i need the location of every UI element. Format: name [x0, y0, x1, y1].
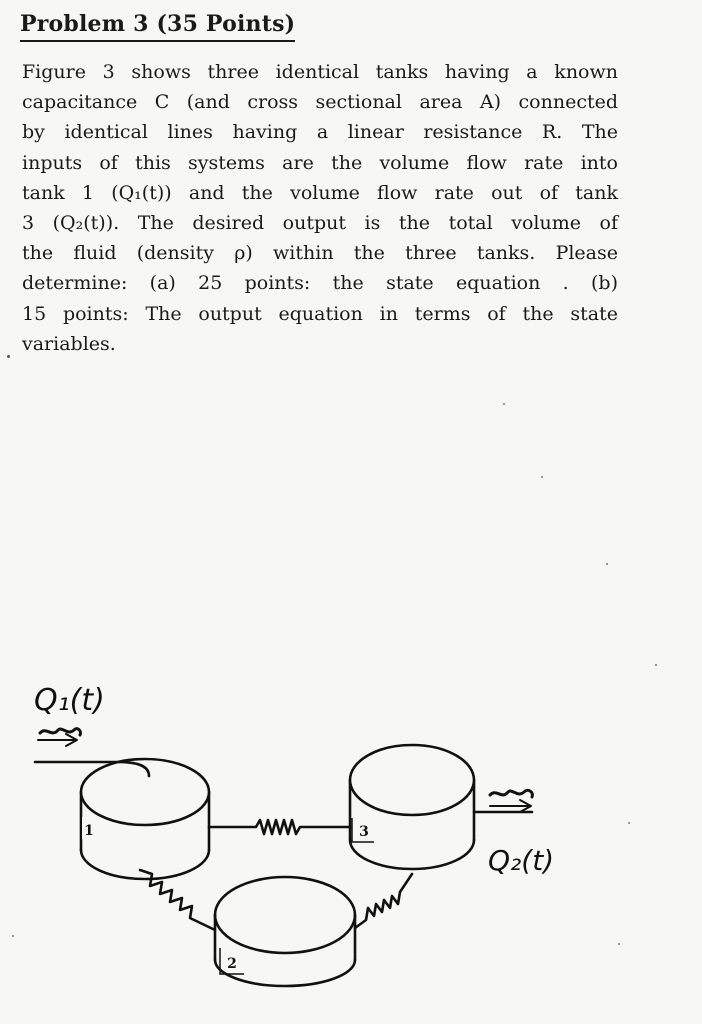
paper-speck: [541, 476, 543, 478]
problem-statement: [22, 57, 618, 359]
resistor-3-2: [355, 874, 412, 928]
statement-line: the fluid (density ρ) within the three tanks. Please: [22, 242, 618, 265]
tank-2-number: 2: [227, 956, 237, 972]
statement-line: Figure 3 shows three identical tanks having a known: [22, 61, 618, 83]
tank-1: [35, 759, 209, 879]
outflow-arrow-icon: [490, 800, 531, 812]
tank-1-number-label: [82, 817, 98, 839]
statement-line: 15 points: The output equation in terms of the state: [22, 302, 618, 325]
margin-dot: [7, 355, 10, 358]
statement-line: capacitance C (and cross sectional area A) connected: [22, 91, 618, 114]
statement-line: by identical lines having a linear resistance R. The: [22, 121, 618, 144]
statement-line: determine: (a) 25 points: the state equation . (b): [22, 272, 618, 295]
tank-3-number: 3: [359, 824, 369, 840]
resistor-1-2: [140, 870, 215, 930]
scribble-mark: [40, 729, 81, 735]
three-tank-diagram: [0, 660, 702, 1024]
paper-speck: [503, 403, 505, 405]
tank-1-number: 1: [84, 823, 94, 839]
statement-line: inputs of this systems are the volume flow rate into: [22, 151, 618, 174]
tank-3-number-label: [352, 818, 374, 842]
scribble-mark: [490, 790, 532, 797]
inflow-arrow-icon: [38, 734, 77, 746]
statement-line: 3 (Q₂(t)). The desired output is the total volume of: [22, 212, 618, 235]
problem-heading: Problem 3 (35 Points): [20, 8, 295, 42]
statement-line: tank 1 (Q₁(t)) and the volume flow rate out of tank: [22, 181, 618, 204]
outflow-label: Q₂(t): [488, 844, 555, 877]
resistor-1-3: [209, 820, 350, 834]
inflow-label: Q₁(t): [34, 683, 105, 718]
statement-line: variables.: [22, 332, 116, 355]
paper-speck: [606, 563, 608, 565]
tank-2-number-label: [220, 948, 244, 974]
